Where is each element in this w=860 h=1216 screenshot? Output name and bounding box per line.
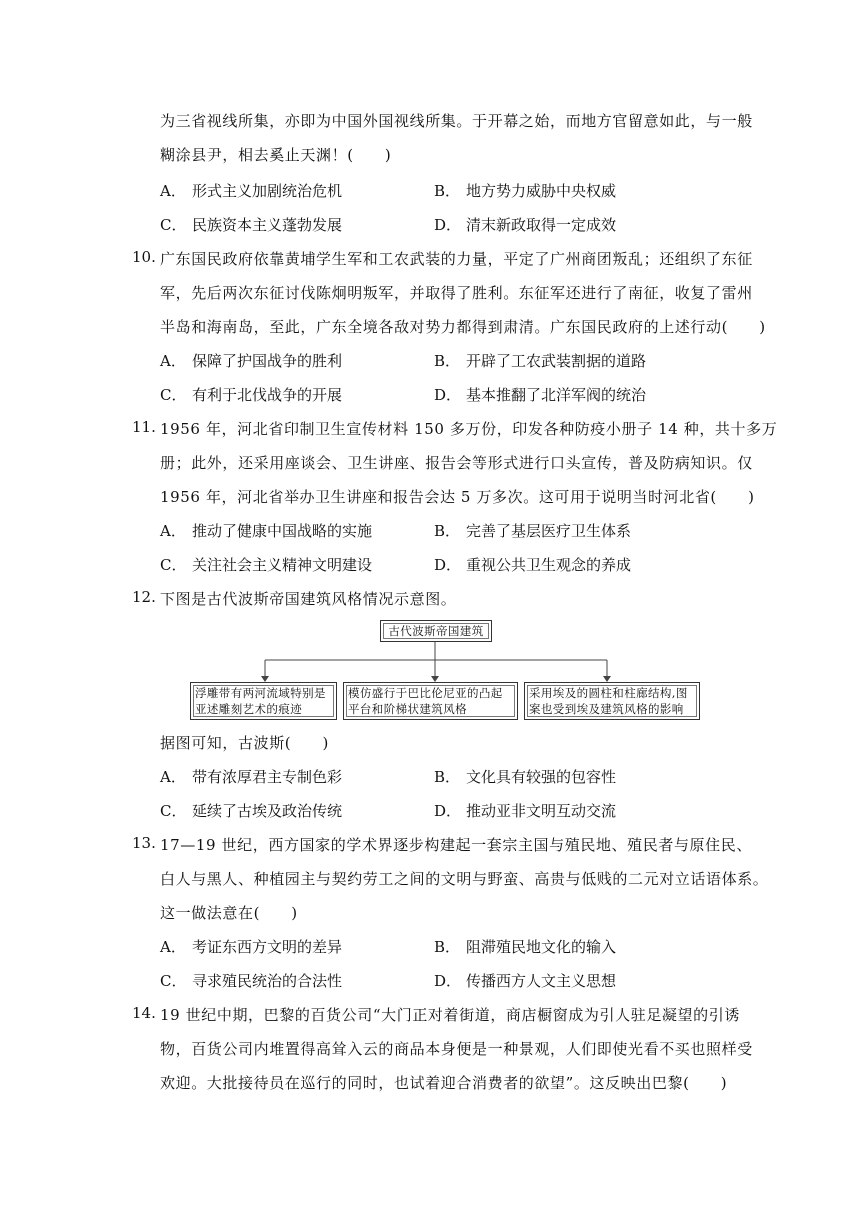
- q12-stem-line-1: 下图是古代波斯帝国建筑风格情况示意图。: [160, 590, 457, 608]
- option-text: 清末新政取得一定成效: [466, 216, 617, 234]
- option-text: 民族资本主义蓬勃发展: [192, 216, 343, 234]
- q13-option-d[interactable]: [434, 970, 616, 991]
- option-text: 地方势力威胁中央权威: [466, 182, 617, 200]
- q11-option-a[interactable]: [160, 520, 372, 541]
- q11-stem-line-1: 1956 年，河北省印制卫生宣传材料 150 多万份，印发各种防疫小册子 14 种，共十多万: [160, 420, 778, 438]
- q11-stem-line-3: 1956 年，河北省举办卫生讲座和报告会达 5 万多次。这可用于说明当时河北省( ): [160, 488, 755, 506]
- option-text: 基本推翻了北洋军阀的统治: [466, 386, 647, 404]
- q12-option-c[interactable]: [160, 800, 342, 821]
- q9-option-d[interactable]: [434, 214, 616, 235]
- option-letter: A．: [160, 768, 186, 786]
- q10-stem-line-3: 半岛和海南岛，至此，广东全境各敌对势力都得到肃清。广东国民政府的上述行动( ): [160, 318, 766, 336]
- q14-stem-line-3: 欢迎。大批接待员在巡行的同时，也试着迎合消费者的欲望”。这反映出巴黎( ): [160, 1074, 728, 1092]
- q11-option-c[interactable]: [160, 554, 372, 575]
- option-letter: C．: [160, 216, 187, 234]
- q11-stem-line-2: 册；此外，还采用座谈会、卫生讲座、报告会等形式进行口头宣传，普及防病知识。仅: [160, 454, 753, 472]
- option-letter: A．: [160, 182, 186, 200]
- option-text: 寻求殖民统治的合法性: [192, 972, 343, 990]
- diagram-left-box: [190, 682, 337, 720]
- q11-option-d[interactable]: [434, 554, 631, 575]
- persian-architecture-diagram: [190, 620, 700, 720]
- q12-stem-line-2: 据图可知，古波斯( ): [160, 734, 329, 752]
- option-text: 关注社会主义精神文明建设: [192, 556, 373, 574]
- diagram-middle-line-1: 模仿盛行于巴比伦尼亚的凸起: [348, 686, 503, 700]
- q9-stem-line-1: 为三省视线所集，亦即为中国外国视线所集。于开幕之始，而地方官留意如此，与一般: [160, 112, 753, 130]
- option-text: 考证东西方文明的差异: [192, 938, 343, 956]
- diagram-root-box: [380, 620, 492, 642]
- option-text: 推动了健康中国战略的实施: [192, 522, 373, 540]
- option-letter: C．: [160, 802, 187, 820]
- option-letter: B．: [434, 182, 461, 200]
- q14-number: 14.: [132, 1004, 156, 1022]
- option-text: 阻滞殖民地文化的输入: [466, 938, 617, 956]
- option-letter: D．: [434, 972, 462, 990]
- option-text: 重视公共卫生观念的养成: [466, 556, 632, 574]
- option-letter: C．: [160, 556, 187, 574]
- option-letter: B．: [434, 938, 461, 956]
- option-letter: A．: [160, 938, 186, 956]
- option-text: 开辟了工农武装割据的道路: [466, 352, 647, 370]
- q9-option-a[interactable]: [160, 180, 342, 201]
- option-letter: B．: [434, 352, 461, 370]
- q13-option-a[interactable]: [160, 936, 342, 957]
- q13-number: 13.: [132, 834, 156, 852]
- q9-option-b[interactable]: [434, 180, 616, 201]
- q12-option-a[interactable]: [160, 766, 342, 787]
- q9-stem-line-2: 糊涂县尹，相去奚止天渊！( ): [160, 146, 392, 164]
- option-text: 保障了护国战争的胜利: [192, 352, 343, 370]
- q12-option-b[interactable]: [434, 766, 616, 787]
- diagram-left-line-1: 浮雕带有两河流域特别是: [195, 686, 326, 700]
- q13-option-b[interactable]: [434, 936, 616, 957]
- q10-number: 10.: [132, 248, 156, 266]
- q14-stem-line-2: 物，百货公司内堆置得高耸入云的商品本身便是一种景观，人们即使光看不买也照样受: [160, 1040, 753, 1058]
- option-text: 带有浓厚君主专制色彩: [192, 768, 343, 786]
- option-text: 形式主义加剧统治危机: [192, 182, 343, 200]
- q11-option-b[interactable]: [434, 520, 631, 541]
- option-letter: D．: [434, 802, 462, 820]
- q13-stem-line-3: 这一做法意在( ): [160, 904, 298, 922]
- diagram-middle-line-2: 平台和阶梯状建筑风格: [348, 702, 467, 716]
- option-letter: D．: [434, 216, 462, 234]
- option-letter: C．: [160, 972, 187, 990]
- q14-stem-line-1: 19 世纪中期，巴黎的百货公司“大门正对着街道，商店橱窗成为引人驻足凝望的引诱: [160, 1006, 740, 1024]
- option-letter: B．: [434, 522, 461, 540]
- q10-stem-line-2: 军，先后两次东征讨伐陈炯明叛军，并取得了胜利。东征军还进行了南征，收复了雷州: [160, 284, 753, 302]
- option-text: 推动亚非文明互动交流: [466, 802, 617, 820]
- option-text: 文化具有较强的包容性: [466, 768, 617, 786]
- q12-option-d[interactable]: [434, 800, 616, 821]
- diagram-right-box: [524, 682, 700, 720]
- q10-option-d[interactable]: [434, 384, 646, 405]
- option-letter: B．: [434, 768, 461, 786]
- diagram-middle-box: [343, 682, 518, 720]
- option-letter: D．: [434, 556, 462, 574]
- q13-stem-line-2: 白人与黑人、种植园主与契约劳工之间的文明与野蛮、高贵与低贱的二元对立话语体系。: [160, 870, 769, 888]
- diagram-right-line-1: 采用埃及的圆柱和柱廊结构,图: [529, 686, 688, 700]
- q12-number: 12.: [132, 588, 156, 606]
- option-text: 有利于北伐战争的开展: [192, 386, 343, 404]
- q10-stem-line-1: 广东国民政府依靠黄埔学生军和工农武装的力量，平定了广州商团叛乱；还组织了东征: [160, 250, 753, 268]
- q10-option-a[interactable]: [160, 350, 342, 371]
- q13-option-c[interactable]: [160, 970, 342, 991]
- option-text: 延续了古埃及政治传统: [192, 802, 343, 820]
- q10-option-b[interactable]: [434, 350, 646, 371]
- q10-option-c[interactable]: [160, 384, 342, 405]
- q9-option-c[interactable]: [160, 214, 342, 235]
- diagram-root-label: 古代波斯帝国建筑: [388, 624, 484, 638]
- option-letter: A．: [160, 352, 186, 370]
- q13-stem-line-1: 17—19 世纪，西方国家的学术界逐步构建起一套宗主国与殖民地、殖民者与原住民、: [160, 836, 752, 854]
- diagram-right-line-2: 案也受到埃及建筑风格的影响: [529, 702, 684, 716]
- option-letter: D．: [434, 386, 462, 404]
- q11-number: 11.: [132, 418, 156, 436]
- option-text: 传播西方人文主义思想: [466, 972, 617, 990]
- option-letter: C．: [160, 386, 187, 404]
- option-text: 完善了基层医疗卫生体系: [466, 522, 632, 540]
- option-letter: A．: [160, 522, 186, 540]
- diagram-left-line-2: 亚述雕刻艺术的痕迹: [195, 702, 303, 716]
